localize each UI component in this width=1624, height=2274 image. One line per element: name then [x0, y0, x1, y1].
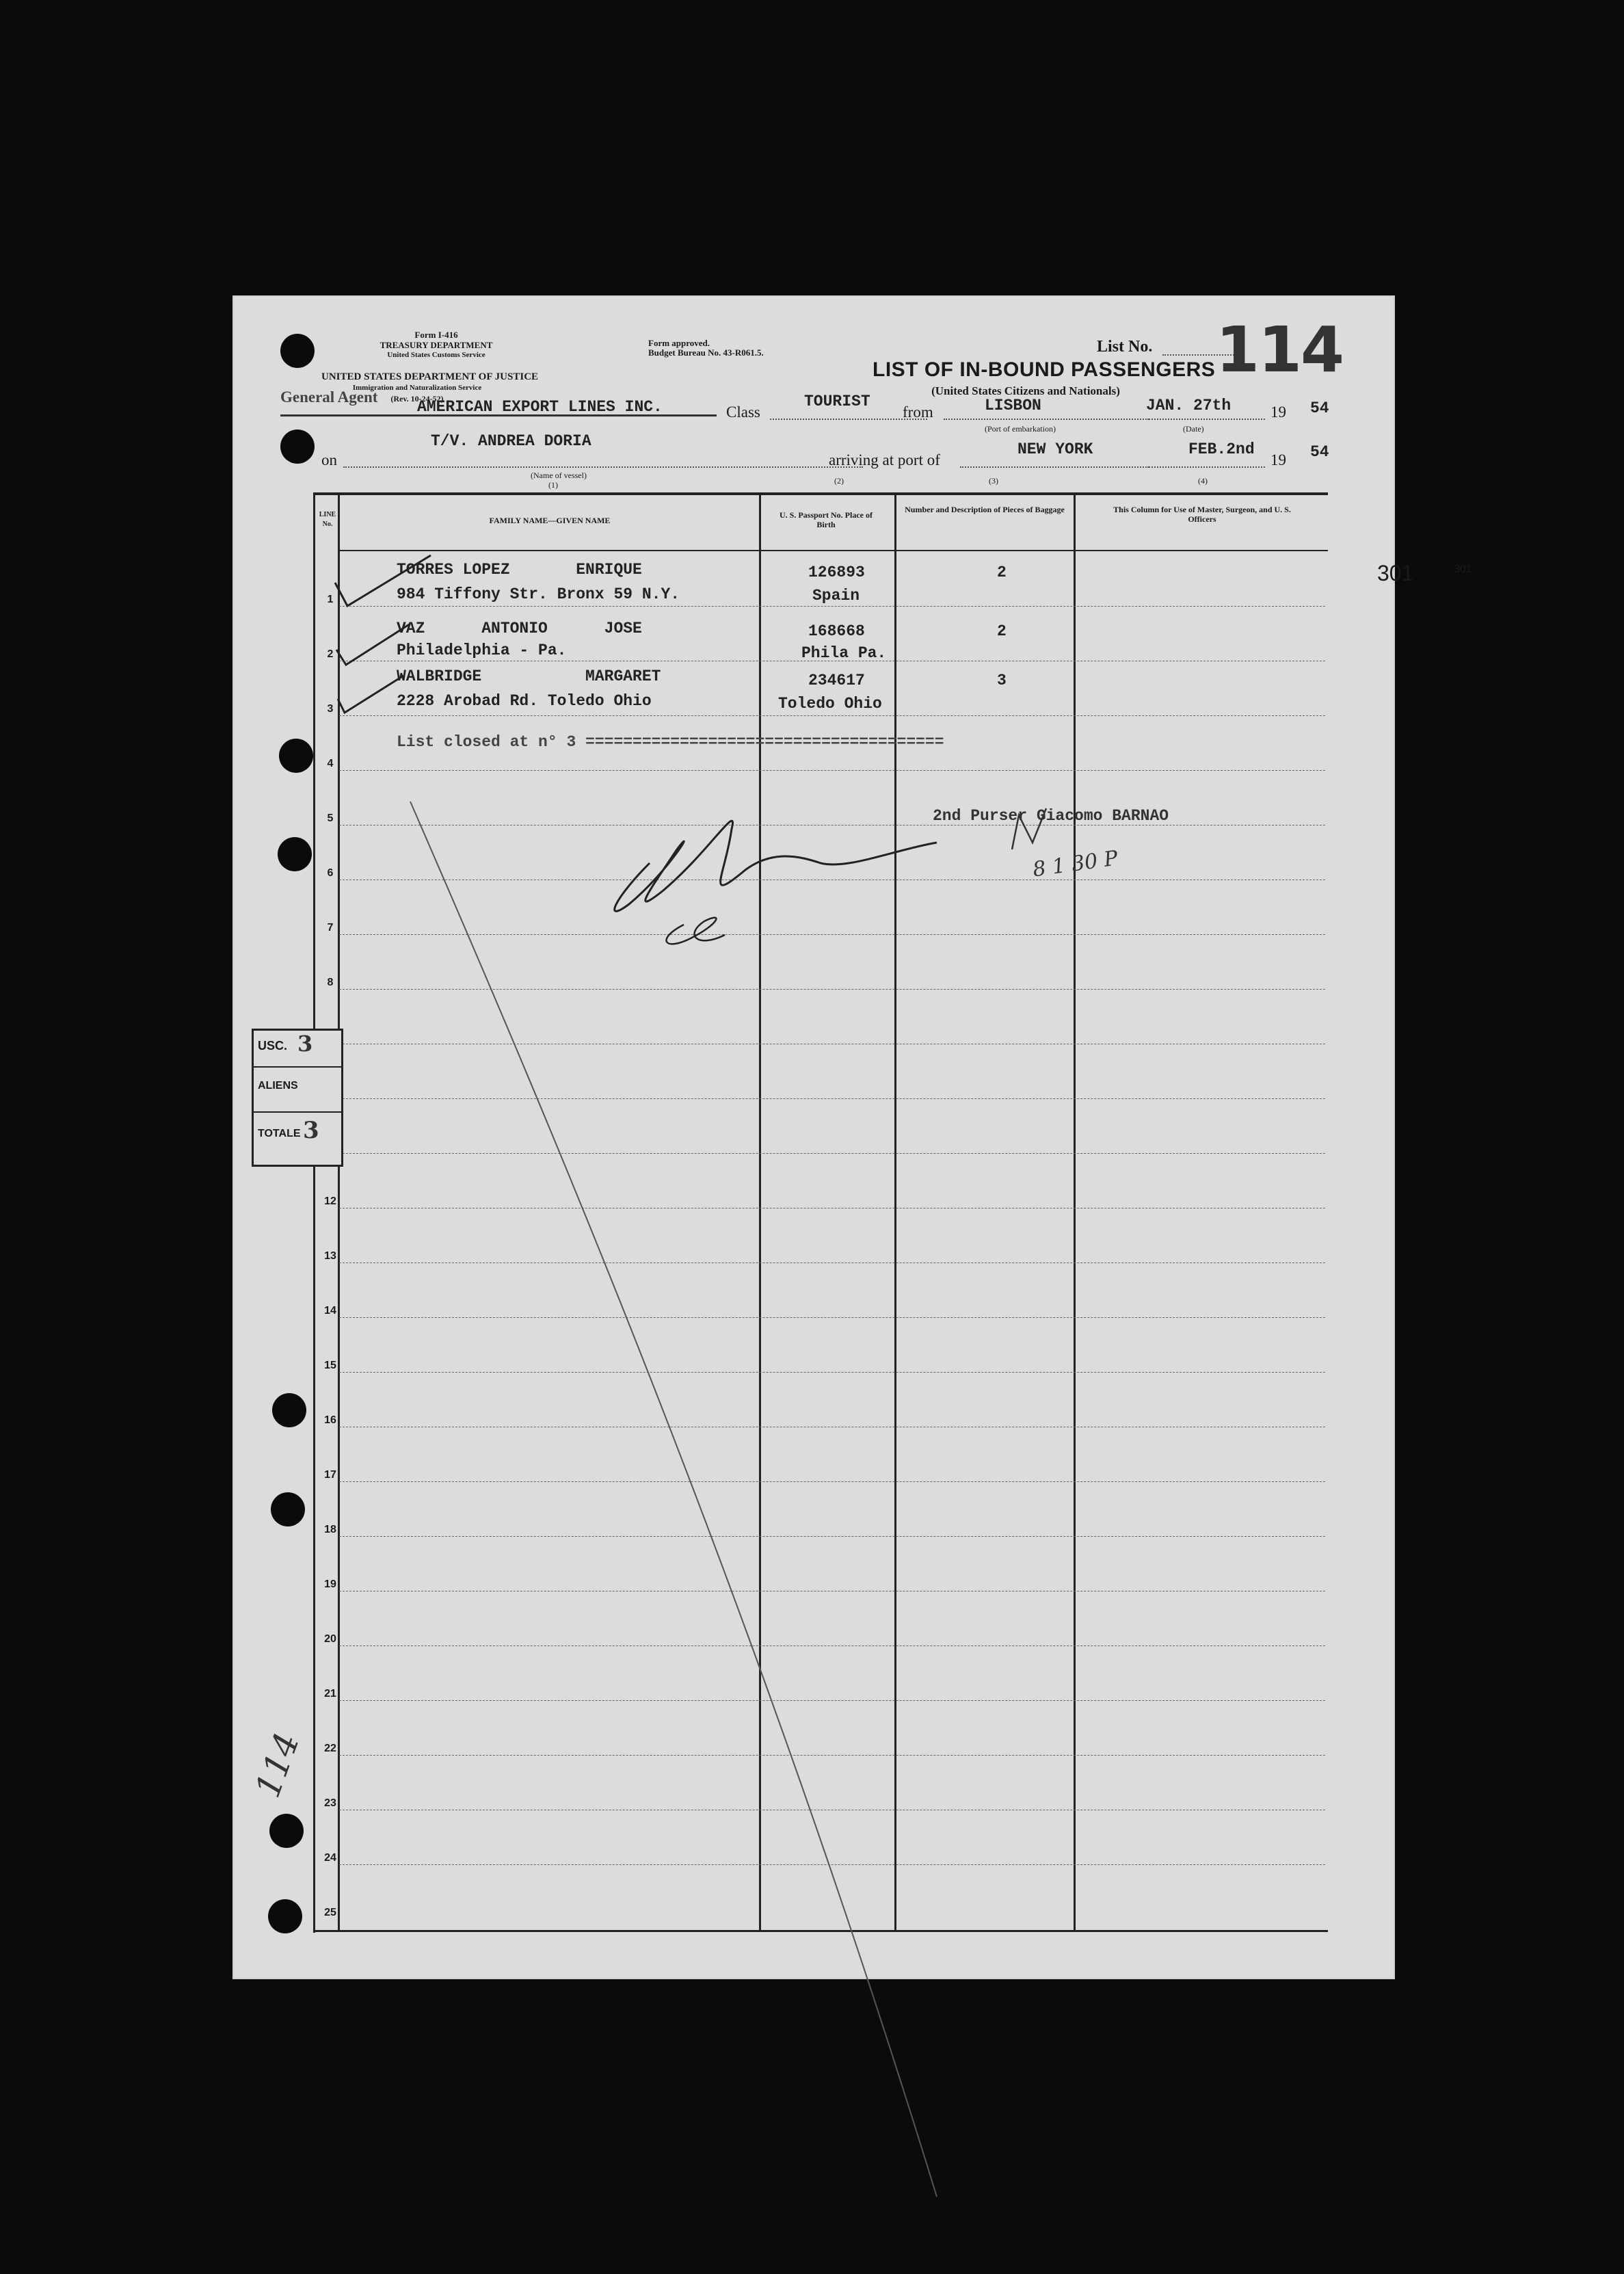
list-no-label: List No.	[1097, 338, 1153, 356]
form-approved: Form approved.	[648, 338, 710, 348]
from-label: from	[903, 404, 933, 421]
baggage-count: 3	[997, 672, 1007, 689]
line-number: 13	[324, 1250, 336, 1262]
baggage-count: 2	[997, 622, 1007, 640]
punch-hole	[272, 1393, 306, 1427]
line-number: 20	[324, 1633, 336, 1645]
handwritten-note: 8 1 30 P	[1031, 846, 1119, 882]
class-value: TOURIST	[804, 393, 870, 410]
line-number: 25	[324, 1907, 336, 1918]
table-top-rule	[313, 492, 1328, 495]
stamp-rule	[254, 1111, 341, 1113]
line-number: 6	[327, 867, 334, 879]
stamp-rule	[254, 1066, 341, 1068]
embark-caption: (Port of embarkation)	[985, 424, 1056, 434]
cancel-stroke	[369, 774, 985, 2210]
line-number: 4	[327, 758, 334, 769]
passenger-name: TORRES LOPEZ ENRIQUE	[397, 561, 642, 579]
usc-count: 3	[297, 1031, 313, 1057]
line-number: 16	[324, 1414, 336, 1426]
passenger-address: 2228 Arobad Rd. Toledo Ohio	[397, 692, 652, 710]
count-stamp	[252, 1029, 343, 1167]
line-number: 14	[324, 1305, 336, 1317]
usc-label: USC.	[258, 1039, 288, 1053]
port-embarkation: LISBON	[985, 397, 1041, 414]
col-divider	[1074, 492, 1076, 1930]
justice-dept: UNITED STATES DEPARTMENT OF JUSTICE	[321, 371, 539, 382]
margin-number: 114	[248, 1728, 308, 1803]
punch-hole	[269, 1814, 304, 1848]
check-marks	[328, 548, 451, 754]
birthplace: Toledo Ohio	[778, 695, 882, 713]
departure-year-prefix: 19	[1270, 404, 1286, 421]
line-number: 3	[327, 703, 334, 715]
birthplace: Spain	[812, 587, 860, 605]
arrival-dots	[960, 466, 1149, 468]
line-number: 8	[327, 977, 334, 988]
revision: (Rev. 10-24-52)	[390, 394, 444, 404]
col-header-name: FAMILY NAME—GIVEN NAME	[489, 516, 611, 525]
vessel-caption-num: (1)	[548, 480, 558, 490]
line-number: 23	[324, 1797, 336, 1809]
col-header-line-no: LINE No.	[319, 511, 336, 528]
passport-number: 234617	[808, 672, 865, 689]
immigration-service: Immigration and Naturalization Service	[352, 384, 482, 392]
caption-num-3: (3)	[989, 476, 998, 486]
passenger-name: VAZ ANTONIO JOSE	[397, 620, 642, 637]
punch-hole	[268, 1899, 302, 1933]
total-label: TOTALE	[258, 1128, 301, 1139]
line-number: 1	[327, 594, 334, 605]
line-number: 24	[324, 1852, 336, 1864]
table-left-rule	[313, 492, 315, 1933]
line-number: 5	[327, 812, 334, 824]
caption-num-4: (4)	[1198, 476, 1208, 486]
purser-signature: 2nd Purser Giacomo BARNAO	[933, 807, 1169, 825]
vessel-caption: (Name of vessel)	[531, 471, 587, 480]
treasury-dept: TREASURY DEPARTMENT	[380, 340, 493, 350]
header-rule	[338, 550, 1328, 551]
arrival-year-prefix: 19	[1270, 451, 1286, 468]
col-header-baggage: Number and Description of Pieces of Baggage	[905, 505, 1065, 514]
arrival-date: FEB.2nd	[1188, 440, 1255, 458]
list-title: LIST OF IN-BOUND PASSENGERS	[873, 358, 1216, 381]
col-header-officers: This Column for Use of Master, Surgeon, and U. S. Officers	[1113, 505, 1291, 524]
col-header-passport: U. S. Passport No. Place of Birth	[780, 510, 873, 529]
line-number: 17	[324, 1469, 336, 1481]
departure-year: 54	[1310, 399, 1329, 417]
passenger-name: WALBRIDGE MARGARET	[397, 667, 661, 685]
check-mark	[335, 555, 431, 606]
line-number: 19	[324, 1578, 336, 1590]
check-mark	[336, 624, 410, 665]
on-label: on	[321, 451, 337, 468]
vessel-dots	[343, 466, 863, 468]
manifest-page	[232, 295, 1472, 1979]
arrival-year: 54	[1310, 443, 1329, 461]
list-subtitle: (United States Citizens and Nationals)	[931, 384, 1120, 397]
date-caption: (Date)	[1183, 424, 1204, 434]
arrival-date-dots	[1149, 466, 1265, 468]
baggage-count: 2	[997, 564, 1007, 581]
punch-hole	[280, 334, 315, 368]
caption-num-2: (2)	[834, 476, 844, 486]
class-label: Class	[726, 404, 760, 421]
agent-line	[280, 414, 717, 417]
arriving-label: arriving at port of	[829, 451, 940, 468]
form-number: Form I-416	[414, 330, 458, 340]
total-count: 3	[303, 1117, 319, 1144]
departure-date: JAN. 27th	[1146, 397, 1232, 414]
officer-note: 301	[1454, 564, 1472, 575]
row-rule	[339, 770, 1325, 771]
row-rule	[339, 715, 1325, 716]
customs-service: United States Customs Service	[387, 351, 485, 359]
passport-number: 126893	[808, 564, 865, 581]
vessel-name: T/V. ANDREA DORIA	[431, 432, 591, 450]
birthplace: Phila Pa.	[801, 644, 887, 662]
line-number: 12	[324, 1195, 336, 1207]
passport-number: 168668	[808, 622, 865, 640]
line-number: 18	[324, 1524, 336, 1535]
list-no-value: 114	[1216, 313, 1344, 386]
general-agent-label: General Agent	[280, 388, 378, 406]
check-mark	[338, 676, 403, 713]
row-rule	[339, 606, 1325, 607]
punch-hole	[280, 429, 315, 464]
passenger-address: Philadelphia - Pa.	[397, 642, 567, 659]
officer-note: 301	[1377, 561, 1414, 585]
date-dots	[1149, 419, 1265, 420]
agent-name: AMERICAN EXPORT LINES INC.	[417, 398, 663, 416]
line-number: 2	[327, 648, 334, 660]
embark-dots	[944, 419, 1149, 420]
punch-hole	[271, 1492, 305, 1526]
aliens-label: ALIENS	[258, 1080, 298, 1092]
port-arrival: NEW YORK	[1017, 440, 1093, 458]
line-number: 21	[324, 1688, 336, 1700]
budget-bureau: Budget Bureau No. 43-R061.5.	[648, 347, 764, 358]
line-number: 7	[327, 922, 334, 934]
punch-hole	[278, 837, 312, 871]
punch-hole	[279, 739, 313, 773]
list-closed-note: List closed at n° 3 ======================================	[397, 733, 944, 751]
line-number: 15	[324, 1360, 336, 1371]
passenger-address: 984 Tiffony Str. Bronx 59 N.Y.	[397, 585, 680, 603]
line-number: 22	[324, 1743, 336, 1754]
